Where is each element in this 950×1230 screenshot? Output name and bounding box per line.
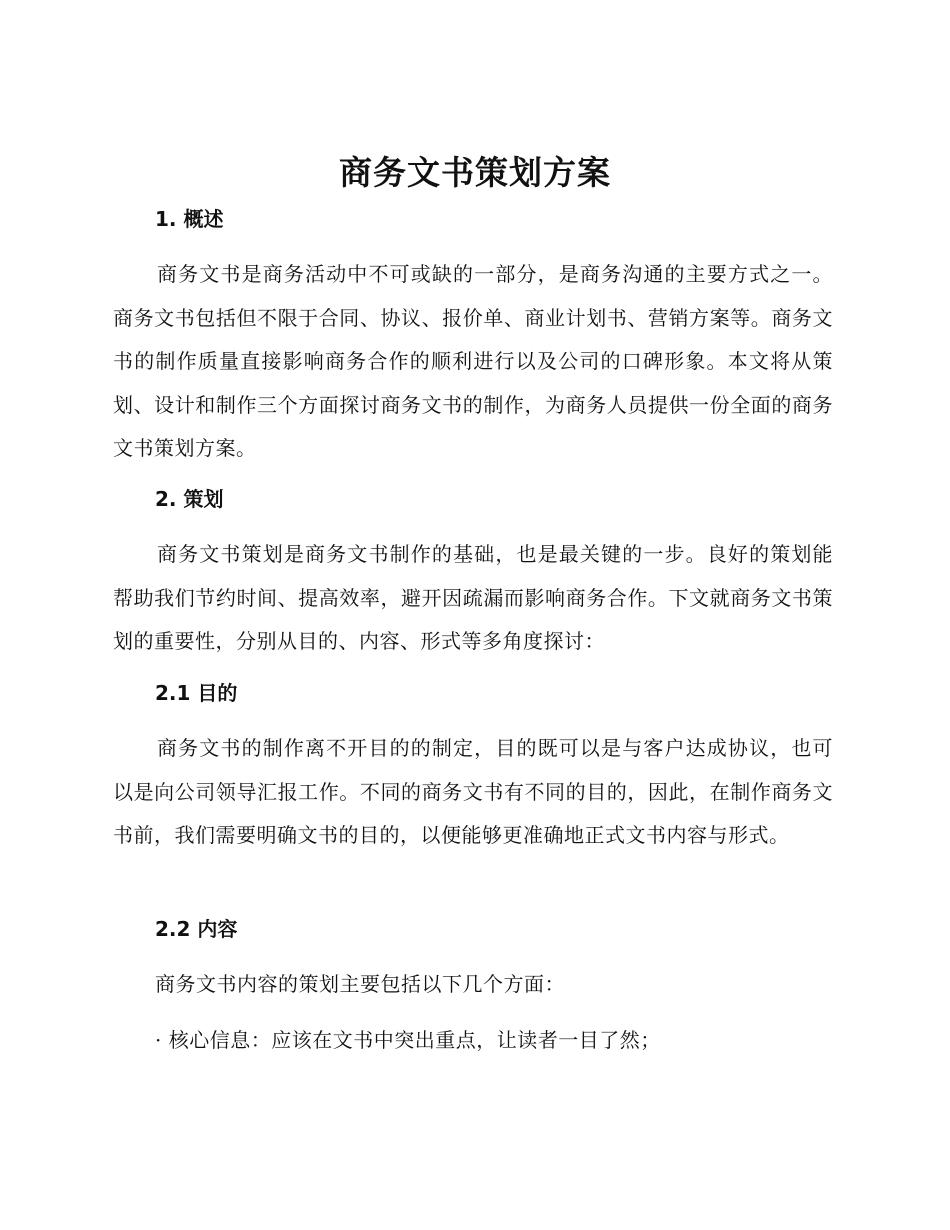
section-paragraph-planning: 商务文书策划是商务文书制作的基础，也是最关键的一步。良好的策划能帮助我们节约时间、提高效率，避开因疏漏而影响商务合作。下文就商务文书策划的重要性，分别从目的、内容、形式等多角度探讨： [113, 542, 833, 653]
section-intro-content: 商务文书内容的策划主要包括以下几个方面： [155, 972, 565, 996]
section-heading-planning: 2. 策划 [155, 487, 224, 511]
section-heading-content: 2.2 内容 [155, 917, 238, 941]
section-heading-purpose: 2.1 目的 [155, 681, 238, 705]
document-title: 商务文书策划方案 [339, 153, 611, 192]
section-paragraph-overview: 商务文书是商务活动中不可或缺的一部分，是商务沟通的主要方式之一。商务文书包括但不限于合同、协议、报价单、商业计划书、营销方案等。商务文书的制作质量直接影响商务合作的顺利进行以及公司的口碑形象。本文将从策划、设计和制作三个方面探讨商务文书的制作，为商务人员提供一份全面的商务文书策划方案。 [113, 262, 833, 460]
section-paragraph-purpose: 商务文书的制作离不开目的的制定，目的既可以是与客户达成协议，也可以是向公司领导汇报工作。不同的商务文书有不同的目的，因此，在制作商务文书前，我们需要明确文书的目的，以便能够更准确地正式文书内容与形式。 [113, 736, 833, 847]
list-item-core-info: · 核心信息：应该在文书中突出重点，让读者一目了然； [155, 1028, 661, 1052]
section-heading-overview: 1. 概述 [155, 207, 224, 231]
